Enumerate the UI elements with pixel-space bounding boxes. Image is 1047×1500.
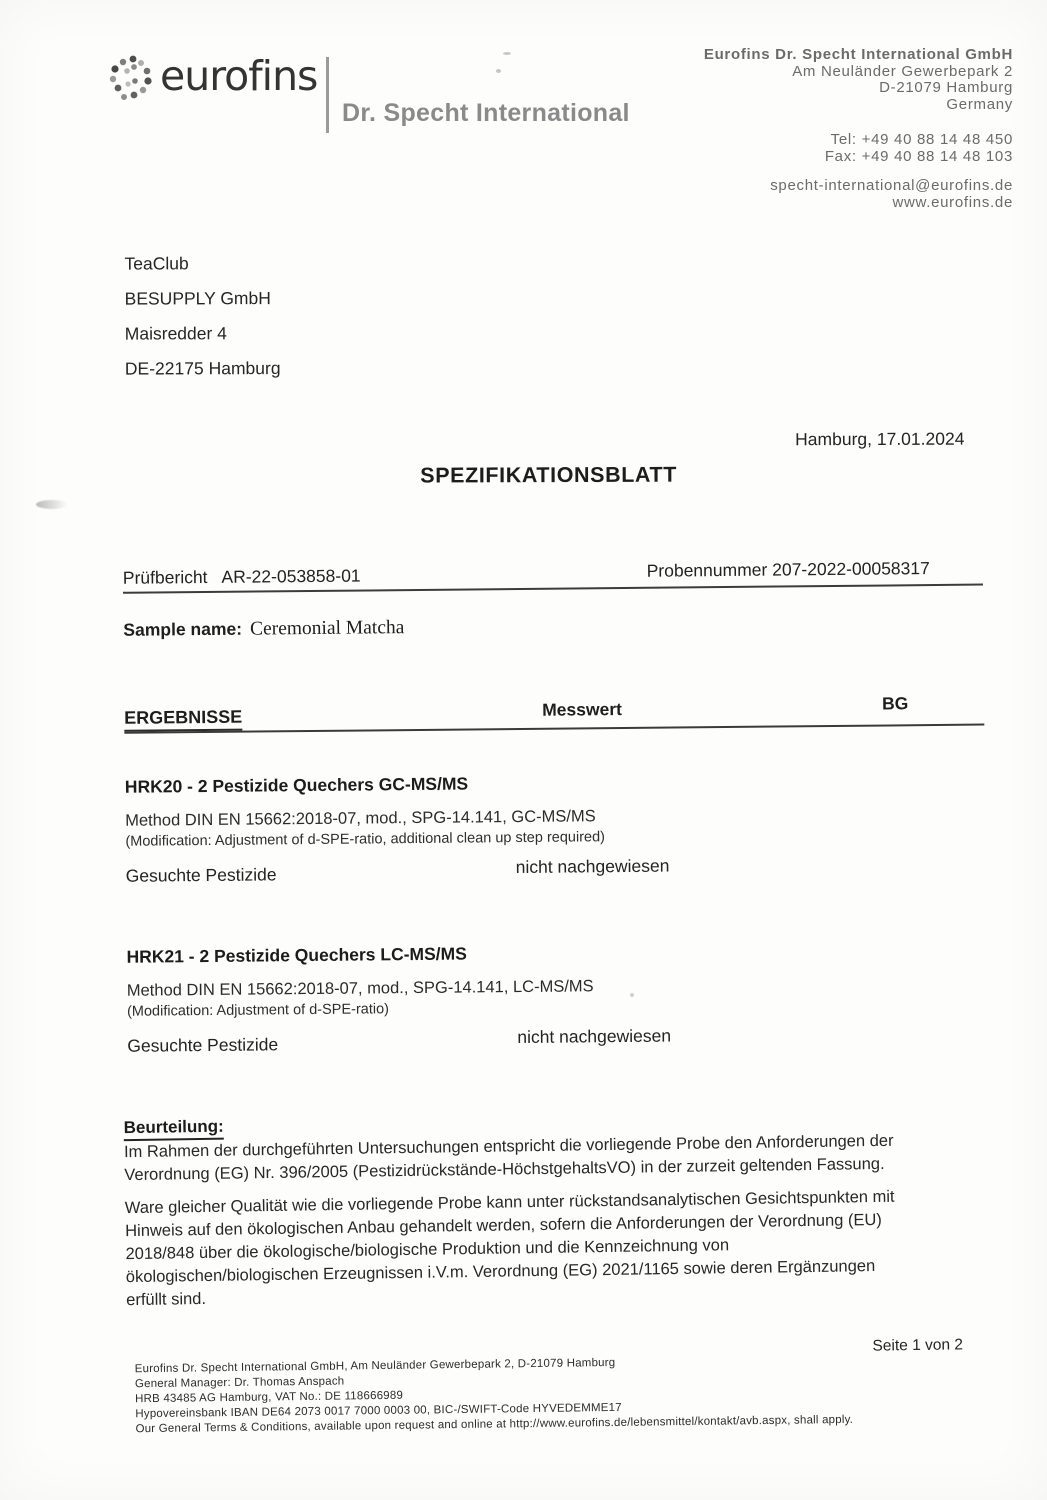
- scan-speck: [496, 69, 501, 73]
- company-fax: Fax: +49 40 88 14 48 103: [824, 147, 1013, 165]
- company-email: specht-international@eurofins.de: [770, 177, 1013, 194]
- pruefbericht-number: AR-22-053858-01: [221, 565, 361, 587]
- division-name: Dr. Specht International: [342, 99, 630, 127]
- probennummer-number: 207-2022-00058317: [772, 558, 930, 580]
- column-bg: BG: [882, 693, 909, 714]
- date-line: Hamburg, 17.01.2024: [795, 428, 965, 450]
- company-name: Eurofins Dr. Specht International GmbH: [703, 46, 1013, 63]
- company-website: www.eurofins.de: [892, 193, 1013, 211]
- recipient-line: DE-22175 Hamburg: [124, 358, 281, 379]
- assessment-paragraph-2: Ware gleicher Qualität wie die vorliegende Probe kann unter rückstandsanalytischen Gesichtspunkten mit Hinweis auf den ökologischen Anbau gehandelt werden, sofern die Anforderungen der Verordnung (EU) 2018/848 über die ökologische/biologische Produktion und die Kennzeichnung von ökologischen/biologischen Erzeugnissen i.V.m. Verordnung (EG) 2021/1165 sowie deren Ergänzungen erfüllt sind.: [124, 1187, 895, 1310]
- page-indicator: Seite 1 von 2: [872, 1336, 964, 1355]
- sample-name-value: Ceremonial Matcha: [249, 617, 405, 640]
- section-modification: (Modification: Adjustment of d-SPE-ratio): [126, 1001, 390, 1020]
- company-city: D-21079 Hamburg: [879, 79, 1013, 96]
- analyte-label: Gesuchte Pestizide: [127, 1034, 279, 1056]
- recipient-line: TeaClub: [124, 253, 189, 274]
- footer-legal-block: Eurofins Dr. Specht International GmbH, Am Neuländer Gewerbepark 2, D-21079 Hamburg General Manager: Dr. Thomas Anspach HRB 43485 AG Hamburg, VAT No.: DE 118666989 Hypovereinsbank IBAN DE64 2073 0017 7000 0003 00, BIC-/SWIFT-Code HYVEDEMME17 Our General Terms & Conditions, available upon request and online at http://www.eurofins.de/lebensmittel/kontakt/avb.aspx, shall apply.: [134, 1356, 854, 1436]
- probennummer-label: Probennummer: [646, 559, 768, 581]
- company-street: Am Neuländer Gewerbepark 2: [792, 62, 1013, 80]
- column-ergebnisse: ERGEBNISSE: [124, 707, 242, 732]
- scan-speck: [503, 52, 511, 55]
- section-method: Method DIN EN 15662:2018-07, mod., SPG-14.141, GC-MS/MS: [125, 807, 596, 830]
- eurofins-logo-wordmark: eurofins: [160, 52, 318, 100]
- recipient-line: Maisredder 4: [124, 323, 227, 344]
- scan-speck: [630, 993, 634, 997]
- section-method: Method DIN EN 15662:2018-07, mod., SPG-14.141, LC-MS/MS: [126, 977, 594, 1000]
- company-country: Germany: [946, 95, 1013, 113]
- section-heading: HRK21 - 2 Pestizide Quechers LC-MS/MS: [126, 943, 467, 967]
- column-messwert: Messwert: [542, 699, 623, 720]
- sample-name-label: Sample name:: [123, 618, 243, 640]
- company-tel: Tel: +49 40 88 14 48 450: [830, 131, 1013, 148]
- result-value: nicht nachgewiesen: [517, 1025, 672, 1048]
- result-value: nicht nachgewiesen: [515, 855, 670, 878]
- scan-smudge: [36, 500, 68, 509]
- analyte-label: Gesuchte Pestizide: [125, 864, 277, 886]
- section-heading: HRK20 - 2 Pestizide Quechers GC-MS/MS: [124, 773, 469, 797]
- assessment-heading: Beurteilung:: [124, 1117, 224, 1141]
- page-title: SPEZIFIKATIONSBLATT: [420, 462, 677, 488]
- pruefbericht-label: Prüfbericht: [122, 566, 208, 588]
- recipient-line: BESUPPLY GmbH: [124, 288, 271, 309]
- section-modification: (Modification: Adjustment of d-SPE-ratio, additional clean up step required): [125, 829, 606, 850]
- assessment-paragraph-1: Im Rahmen der durchgeführten Untersuchungen entspricht die vorliegende Probe den Anforderungen der Verordnung (EG) Nr. 396/2005 (Pestizidrückstände-HöchstgehaltsVO) in der zurzeit geltenden Fassung.: [123, 1131, 894, 1185]
